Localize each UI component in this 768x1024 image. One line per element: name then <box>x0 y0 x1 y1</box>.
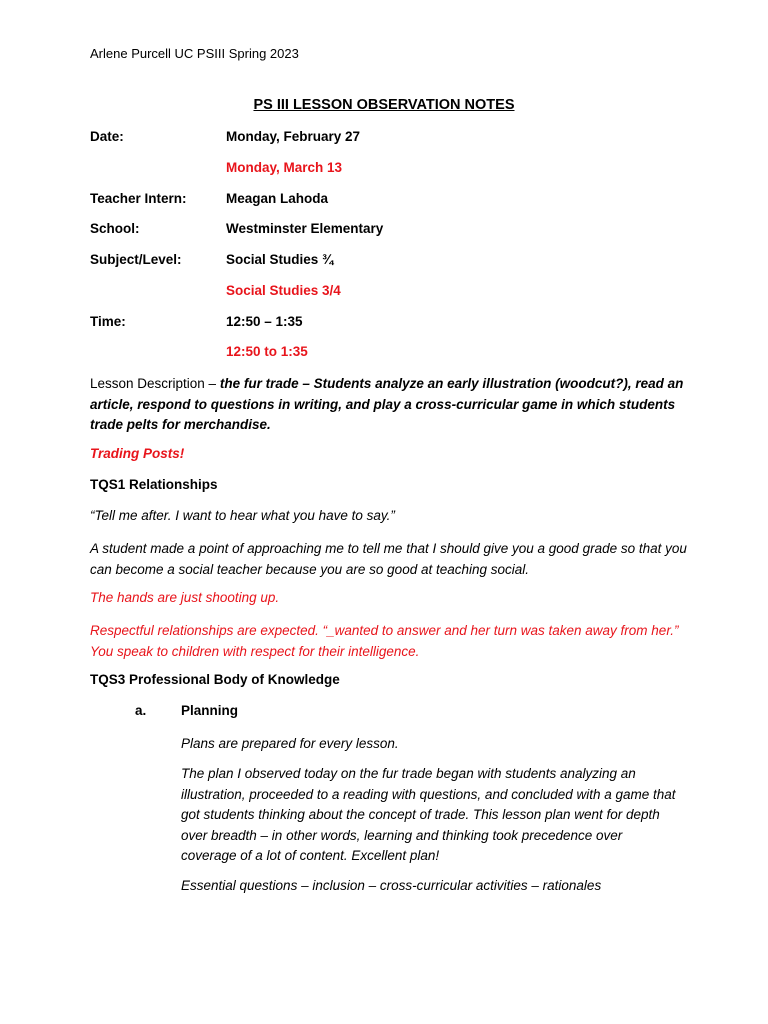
subject-label: Subject/Level: <box>90 252 182 267</box>
planning-paragraph-2: The plan I observed today on the fur trade began with students analyzing an illustration, proceeded to a reading with questions, and concluded with a game that got students thinking about the concept of trade. This lesson plan went for depth over breadth – in other words, learning and thinking took precedence over coverage of a lot of content. Excellent plan! <box>181 766 676 863</box>
date-value-revised: Monday, March 13 <box>226 160 343 175</box>
page-header: Arlene Purcell UC PSIII Spring 2023 <box>90 46 299 61</box>
date-label: Date: <box>90 129 124 144</box>
tqs1-quote: “Tell me after. I want to hear what you have to say.” <box>90 508 395 523</box>
tqs1-paragraph: A student made a point of approaching me to tell me that I should give you a good grade so that you can become a social teacher because you are so good at teaching social. <box>90 541 687 577</box>
school-label: School: <box>90 221 140 236</box>
tqs3-item-marker: a. <box>135 703 147 718</box>
tqs1-note-respect: Respectful relationships are expected. “_wanted to answer and her turn was taken away from her.” You speak to children with respect for their intelligence. <box>90 623 679 659</box>
lesson-description-label: Lesson Description – <box>90 376 217 391</box>
lesson-description <box>90 374 690 436</box>
date-value: Monday, February 27 <box>226 129 361 144</box>
document-title: PS III LESSON OBSERVATION NOTES <box>253 97 515 113</box>
tqs3-heading: TQS3 Professional Body of Knowledge <box>90 672 340 687</box>
subject-value-revised: Social Studies 3/4 <box>226 283 341 298</box>
tqs1-heading: TQS1 Relationships <box>90 477 218 492</box>
tqs3-item-planning: Planning <box>181 703 238 718</box>
lesson-description-text: the fur trade – Students analyze an early illustration (woodcut?), read an article, respond to questions in writing, and play a cross-curricular game in which students trade pelts for merchandise. <box>90 376 684 432</box>
time-value-revised: 12:50 to 1:35 <box>226 344 308 359</box>
tqs1-note-hands: The hands are just shooting up. <box>90 590 280 605</box>
intern-value: Meagan Lahoda <box>226 191 329 206</box>
lesson-note: Trading Posts! <box>90 446 185 461</box>
subject-value: Social Studies ¾ <box>226 252 334 267</box>
planning-paragraph-1: Plans are prepared for every lesson. <box>181 736 399 751</box>
intern-label: Teacher Intern: <box>90 191 187 206</box>
school-value: Westminster Elementary <box>226 221 384 236</box>
time-value: 12:50 – 1:35 <box>226 314 303 329</box>
planning-paragraph-3: Essential questions – inclusion – cross-curricular activities – rationales <box>181 878 602 893</box>
time-label: Time: <box>90 314 126 329</box>
